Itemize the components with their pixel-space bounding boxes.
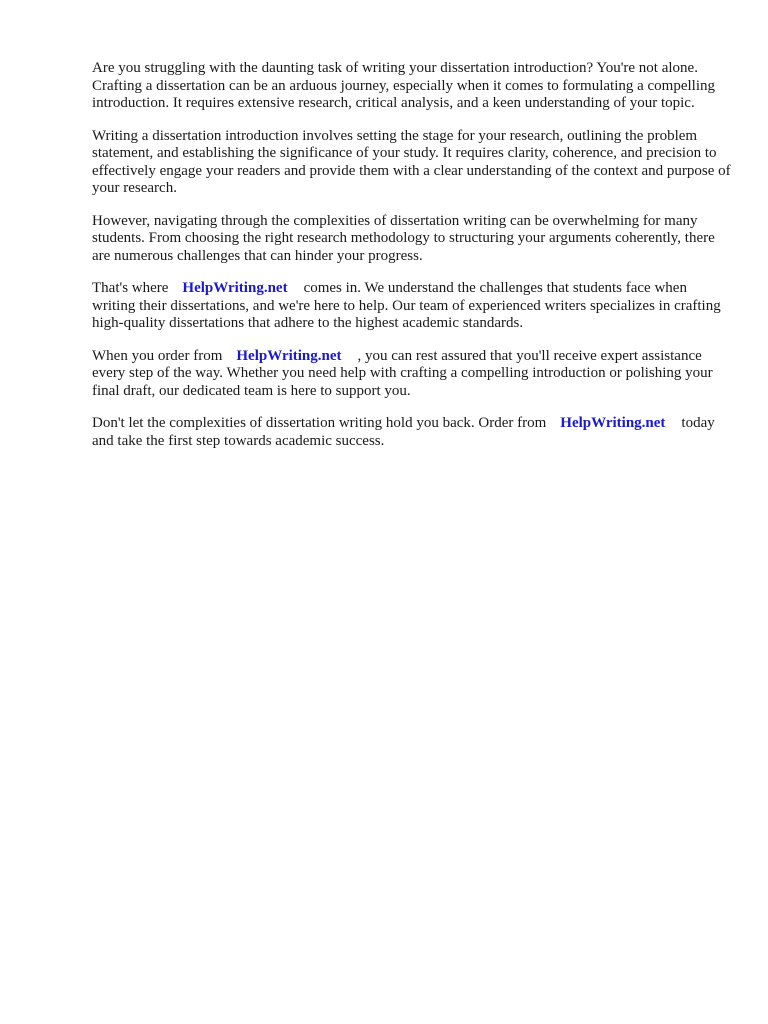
paragraph-intro: Are you struggling with the daunting task of writing your dissertation introduction? You're not alone. Crafting a dissertation can be an arduous journey, especially when it comes to formulating a compelling introduction. It requires extensive research, critical analysis, and a keen understanding of your topic.: [92, 60, 716, 111]
paragraph-text-before: That's where: [92, 280, 169, 296]
paragraph-text-before: Don't let the complexities of dissertation writing hold you back. Order from: [92, 415, 547, 431]
document-body: [92, 60, 732, 465]
paragraph-introduction-purpose: Writing a dissertation introduction involves setting the stage for your research, outlining the problem statement, and establishing the significance of your study. It requires clarity, coherence, and precision to effectively engage your readers and provide them with a clear understanding of the context and purpose of your research.: [92, 127, 731, 196]
paragraph-text-after: today and take the first step towards academic success.: [92, 415, 715, 449]
paragraph-order-assurance: [92, 348, 732, 401]
paragraph-text-after: comes in. We understand the challenges that students face when writing their dissertations, and we're here to help. Our team of experienced writers specializes in crafting high-quality dissertations that adhere to the highest academic standards.: [92, 280, 721, 331]
paragraph-text-after: , you can rest assured that you'll receive expert assistance every step of the way. Whether you need help with crafting a compelling introduction or polishing your final draft, our dedicated team is here to support you.: [92, 347, 713, 399]
helpwriting-link[interactable]: HelpWriting.net: [560, 415, 666, 431]
helpwriting-link[interactable]: HelpWriting.net: [236, 347, 342, 364]
paragraph-call-to-action: [92, 415, 732, 450]
helpwriting-link[interactable]: HelpWriting.net: [182, 280, 288, 296]
paragraph-text-before: When you order from: [92, 347, 223, 364]
paragraph-challenges: However, navigating through the complexities of dissertation writing can be overwhelming for many students. From choosing the right research methodology to structuring your arguments coherently, there are numerous challenges that can hinder your progress.: [92, 212, 715, 264]
paragraph-service-intro: [92, 280, 732, 333]
